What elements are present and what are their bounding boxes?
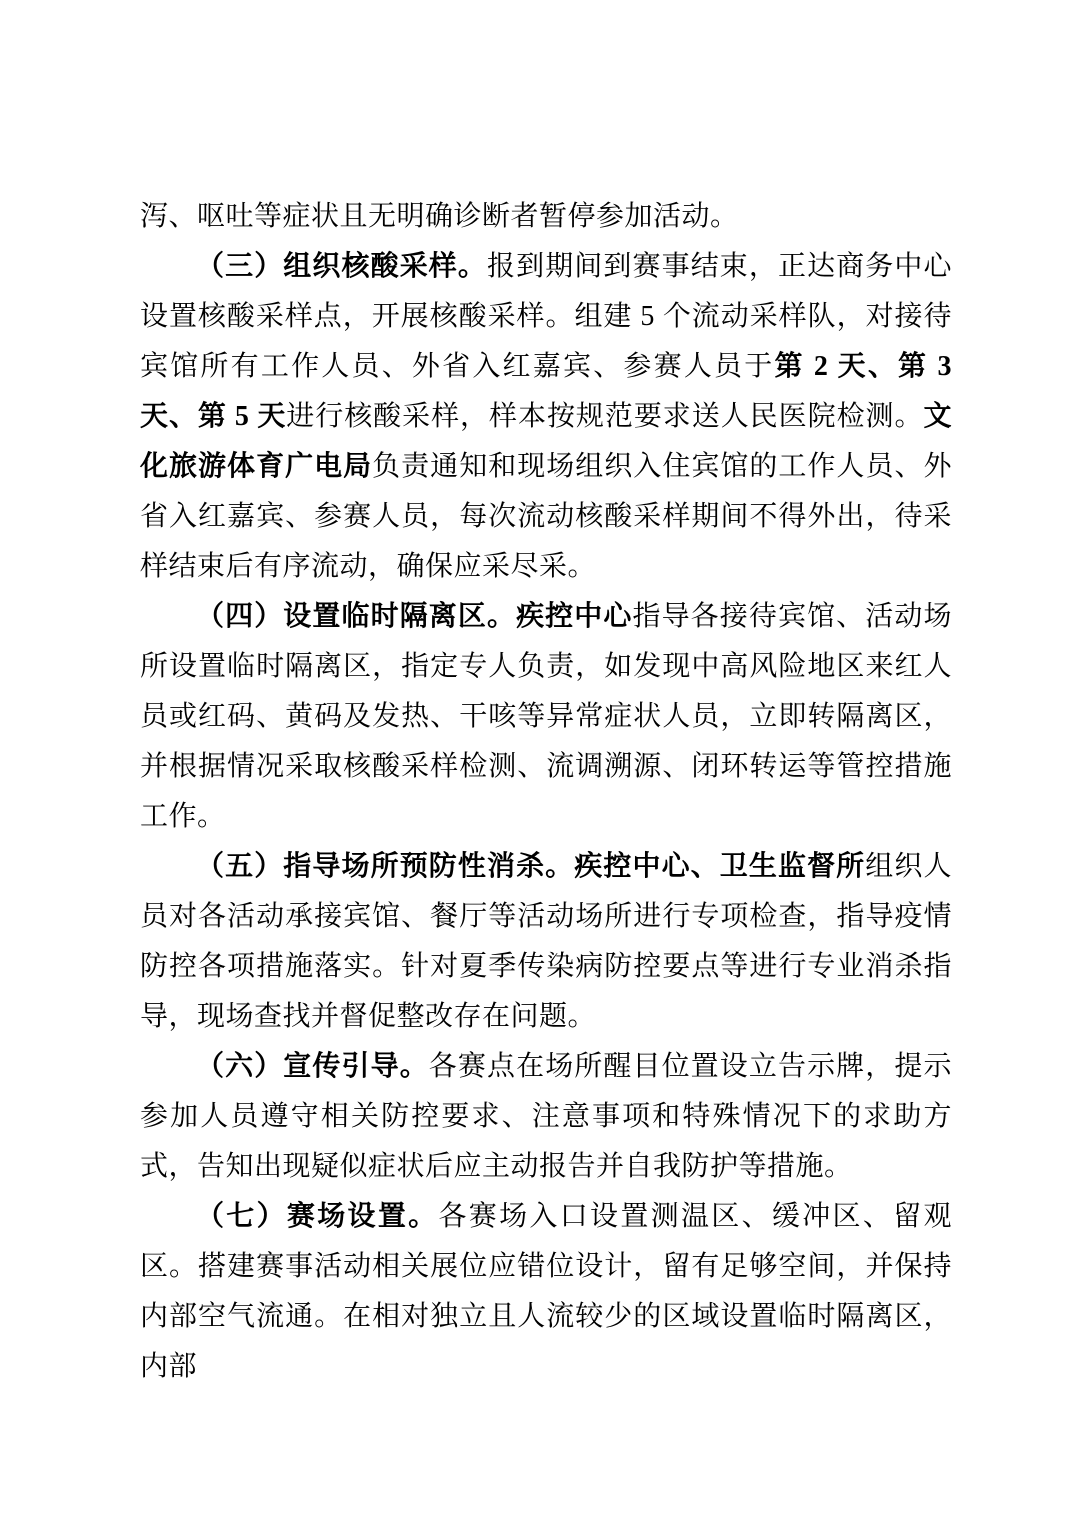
text-run: 负责通知和现场组织入住宾馆的工作人员、外省入红嘉宾、参赛人员，每次流动核酸采样期间不得外出，待采样结束后有序流动，确保应采尽采。	[140, 451, 952, 582]
document-body	[140, 192, 952, 1392]
text-run: 各赛点在场所醒目位置设立告示牌，提示参加人员遵守相关防控要求、注意事项和特殊情况下的求助方式，告知出现疑似症状后应主动报告并自我防护等措施。	[140, 1051, 952, 1182]
text-run: 指导各接待宾馆、活动场所设置临时隔离区，指定专人负责，如发现中高风险地区来红人员或红码、黄码及发热、干咳等异常症状人员，立即转隔离区，并根据情况采取核酸采样检测、流调溯源、闭环转运等管控措施工作。	[140, 601, 952, 832]
paragraph	[140, 842, 952, 1042]
emphasis-run: （三）组织核酸采样。	[196, 251, 487, 282]
emphasis-run: （六）宣传引导。	[196, 1051, 429, 1082]
emphasis-run: （五）指导场所预防性消杀。疾控中心、卫生监督所	[196, 851, 866, 882]
text-run: 报到期间到赛事结束，正达商务中心设置核酸采样点，开展核酸采样。组建 5 个流动采样队，对接待宾馆所有工作人员、外省入红嘉宾、参赛人员于	[140, 251, 952, 382]
paragraph	[140, 1042, 952, 1192]
emphasis-run: （七）赛场设置。	[196, 1201, 439, 1232]
text-run: 泻、呕吐等症状且无明确诊断者暂停参加活动。	[140, 201, 739, 232]
text-run: 进行核酸采样，样本按规范要求送人民医院检测。	[286, 401, 924, 432]
emphasis-run: 文化旅游体育广电局	[140, 401, 952, 482]
text-run: 组织人员对各活动承接宾馆、餐厅等活动场所进行专项检查，指导疫情防控各项措施落实。针对夏季传染病防控要点等进行专业消杀指导，现场查找并督促整改存在问题。	[140, 851, 952, 1032]
emphasis-run: 第 2 天、第 3 天、第 5 天	[140, 351, 952, 432]
paragraph	[140, 592, 952, 842]
text-run: 各赛场入口设置测温区、缓冲区、留观区。搭建赛事活动相关展位应错位设计，留有足够空间，并保持内部空气流通。在相对独立且人流较少的区域设置临时隔离区，内部	[140, 1201, 952, 1382]
paragraph	[140, 242, 952, 592]
paragraph	[140, 192, 952, 242]
paragraph	[140, 1192, 952, 1392]
emphasis-run: （四）设置临时隔离区。疾控中心	[196, 601, 633, 632]
